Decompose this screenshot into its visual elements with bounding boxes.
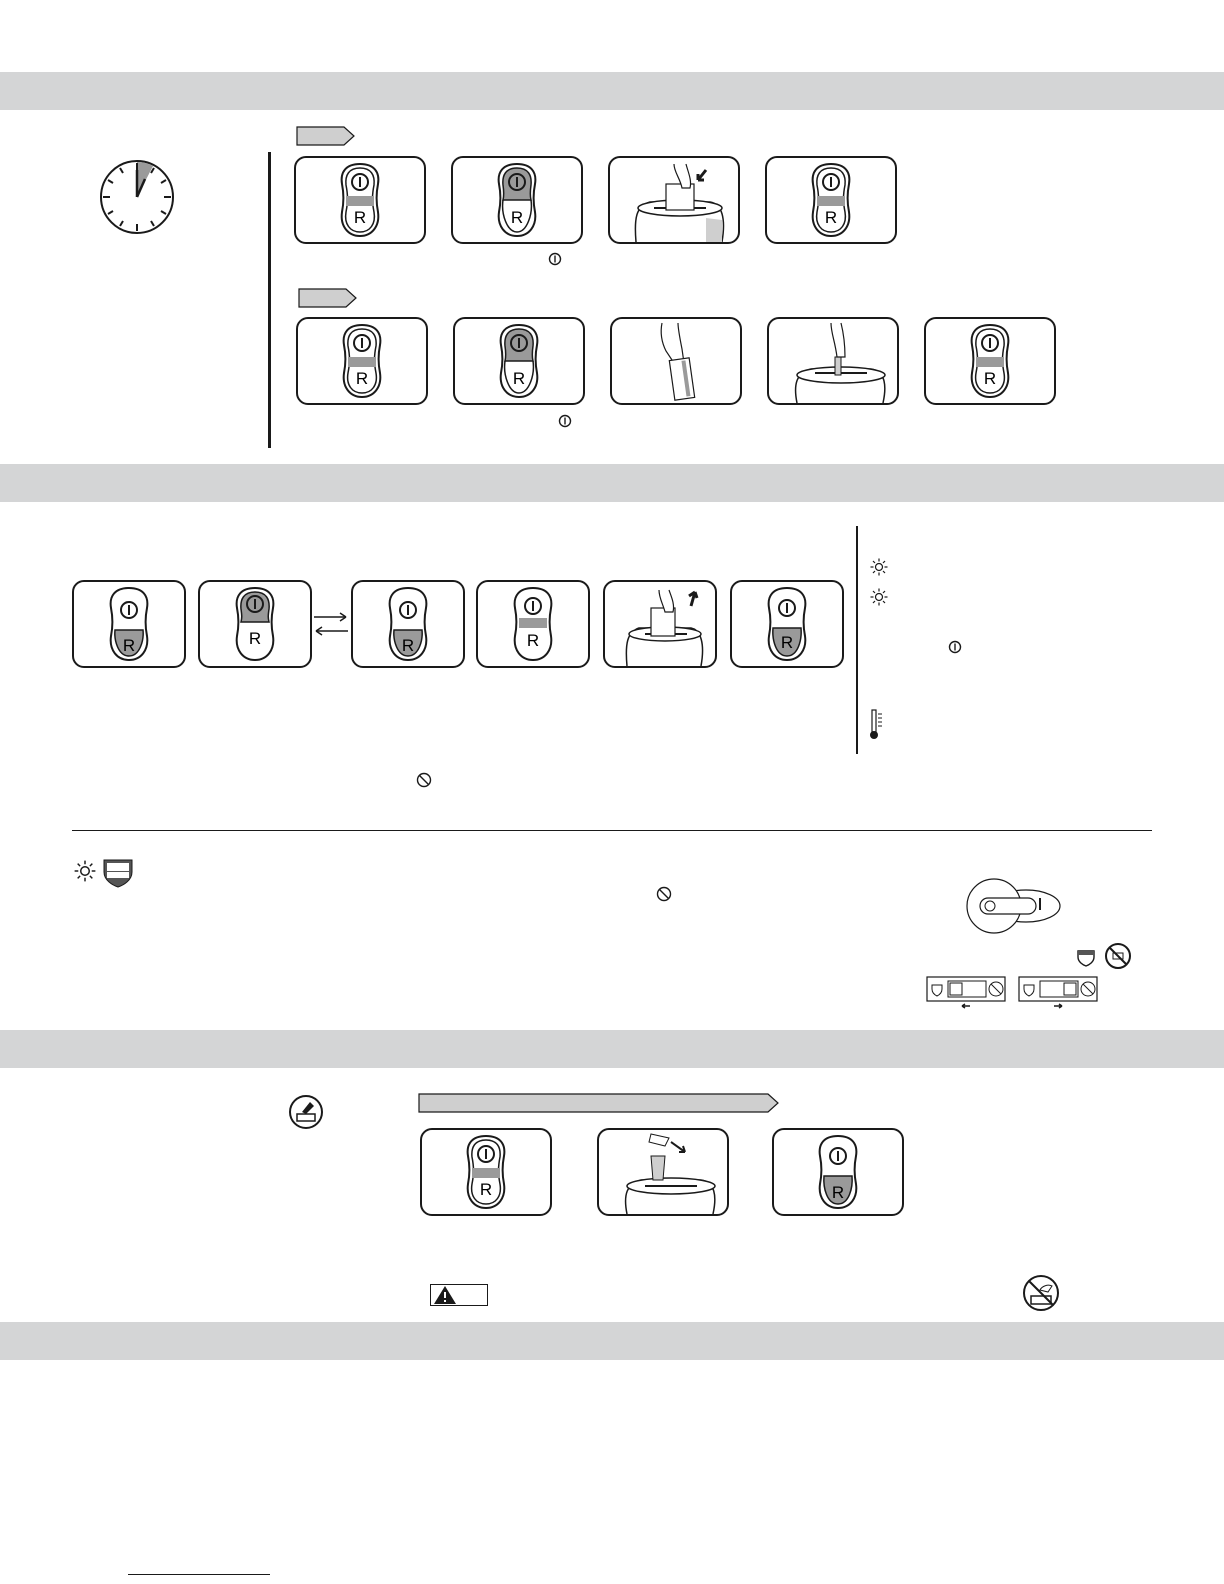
shredder-paper-insert-panel — [608, 156, 740, 244]
hand-holding-card-panel — [610, 317, 742, 405]
no-oil-on-card-icon — [1022, 1274, 1060, 1312]
svg-text:R: R — [526, 631, 540, 650]
svg-text:R: R — [122, 636, 136, 655]
shredder-paper-remove-panel — [603, 580, 717, 668]
svg-text:R: R — [479, 1180, 493, 1199]
section-band-1 — [0, 72, 1224, 110]
switch-panel-reverse-end — [772, 1128, 904, 1216]
no-symbol-icon — [656, 886, 672, 902]
divider-line — [856, 526, 858, 754]
warning-triangle-icon — [433, 1285, 457, 1305]
divider-line — [268, 152, 271, 448]
slide-switch-left — [926, 976, 1006, 1010]
footer-underline — [128, 1574, 270, 1575]
step-banner-arrow — [418, 1092, 780, 1114]
shredder-card-insert-panel — [767, 317, 899, 405]
svg-text:R: R — [512, 369, 526, 388]
switch-panel-auto-end — [924, 317, 1056, 405]
toggle-arrows-icon — [312, 610, 350, 638]
section-band-4 — [0, 1322, 1224, 1360]
oil-can-icon — [288, 1094, 324, 1130]
sun-indicator-icon — [74, 860, 96, 882]
switch-panel-reverse-end — [730, 580, 844, 668]
warning-label-box — [430, 1284, 488, 1306]
horizontal-rule — [72, 830, 1152, 831]
switch-panel-reverse — [351, 580, 465, 668]
svg-text:R: R — [780, 633, 794, 652]
sun-indicator-icon — [870, 558, 888, 576]
power-symbol-icon — [948, 640, 962, 654]
switch-panel-auto-end — [765, 156, 897, 244]
switch-panel-off — [198, 580, 312, 668]
switch-panel-off — [451, 156, 583, 244]
safesense-switch-illustration — [966, 878, 1062, 936]
svg-text:R: R — [831, 1183, 845, 1202]
rocker-switch-icon — [296, 158, 424, 242]
svg-text:R: R — [824, 208, 838, 227]
step-tab-arrow — [296, 126, 356, 146]
svg-text:R: R — [353, 208, 367, 227]
switch-panel-auto — [476, 580, 590, 668]
svg-text:R: R — [401, 636, 415, 655]
svg-text:R: R — [983, 369, 997, 388]
switch-panel-reverse — [72, 580, 186, 668]
sun-indicator-icon — [870, 588, 888, 606]
switch-panel-auto — [420, 1128, 552, 1216]
svg-text:R: R — [510, 208, 524, 227]
safesense-shield-icon — [102, 858, 134, 888]
section-band-3 — [0, 1030, 1224, 1068]
power-symbol-icon — [548, 252, 562, 266]
slide-switch-right — [1018, 976, 1098, 1010]
step-tab-arrow — [298, 288, 358, 308]
switch-panel-off — [453, 317, 585, 405]
svg-text:R: R — [355, 369, 369, 388]
shredder-oil-sheet-panel — [597, 1128, 729, 1216]
no-symbol-icon — [416, 772, 432, 788]
switch-panel-auto — [296, 317, 428, 405]
clock-icon — [98, 158, 176, 236]
power-symbol-icon — [558, 414, 572, 428]
switch-panel-auto — [294, 156, 426, 244]
section-band-2 — [0, 464, 1224, 502]
thermometer-icon — [868, 708, 884, 740]
svg-text:R: R — [248, 629, 262, 648]
safesense-shield-icon — [1076, 948, 1096, 968]
no-symbol-icon — [1104, 942, 1132, 970]
